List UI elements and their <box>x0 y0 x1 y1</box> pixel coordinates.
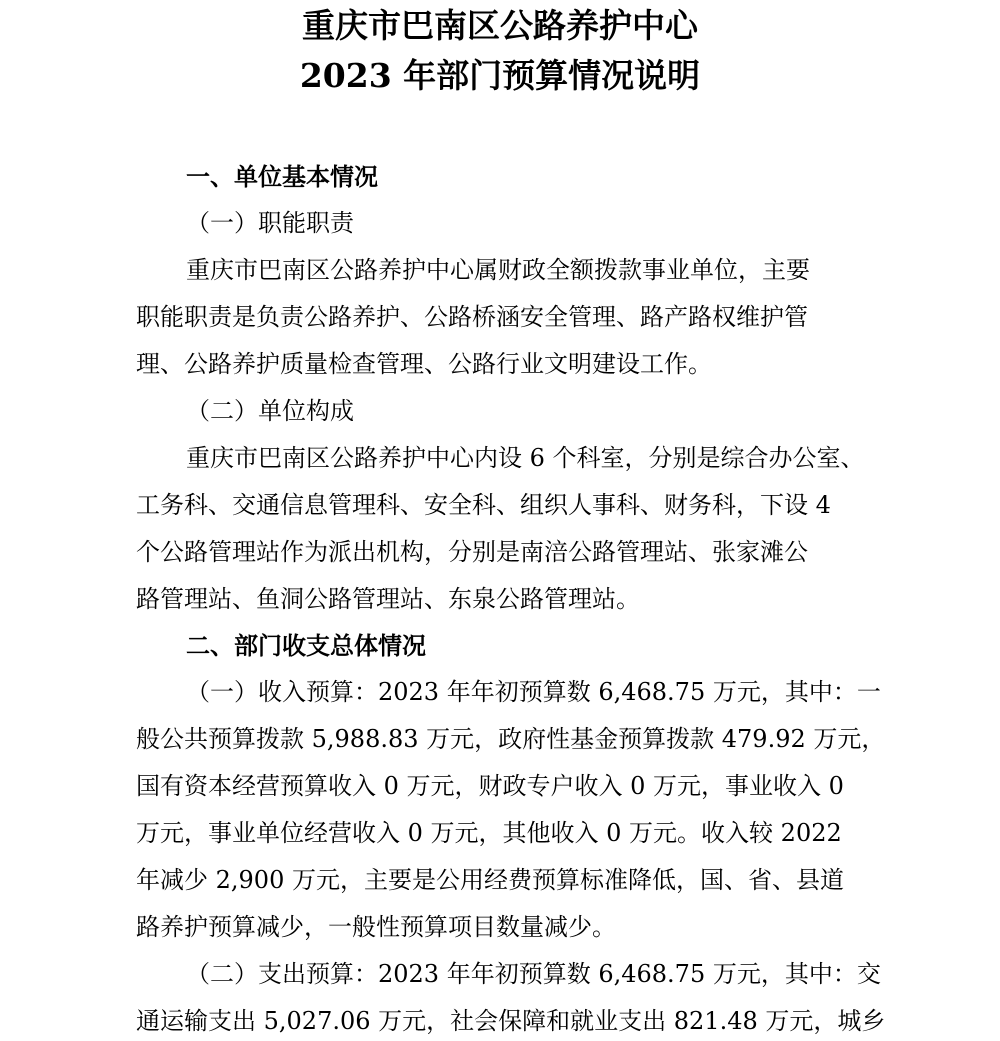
paragraph-line: 国有资本经营预算收入 0 万元，财政专户收入 0 万元，事业收入 0 <box>136 772 844 800</box>
paragraph-line: 路养护预算减少，一般性预算项目数量减少。 <box>136 913 616 941</box>
paragraph-line: 重庆市巴南区公路养护中心属财政全额拨款事业单位，主要 <box>186 256 810 284</box>
document-title-line2: 2023 年部门预算情况说明 <box>299 56 701 95</box>
paragraph-line: 年减少 2,900 万元，主要是公用经费预算标准降低，国、省、县道 <box>136 866 844 894</box>
section-heading-2: 二、部门收支总体情况 <box>186 632 426 660</box>
paragraph-line: 路管理站、鱼洞公路管理站、东泉公路管理站。 <box>136 585 640 613</box>
paragraph-line: 万元，事业单位经营收入 0 万元，其他收入 0 万元。收入较 2022 <box>136 819 842 847</box>
paragraph-line: （二）支出预算：2023 年年初预算数 6,468.75 万元，其中：交 <box>186 960 881 988</box>
paragraph-line: 理、公路养护质量检查管理、公路行业文明建设工作。 <box>136 350 712 378</box>
subsection-heading-1-1: （一）职能职责 <box>186 209 354 237</box>
paragraph-line: 通运输支出 5,027.06 万元，社会保障和就业支出 821.48 万元，城乡 <box>136 1007 886 1035</box>
section-heading-1: 一、单位基本情况 <box>186 163 378 191</box>
paragraph-line: 个公路管理站作为派出机构，分别是南涪公路管理站、张家滩公 <box>136 538 808 566</box>
paragraph-line: 重庆市巴南区公路养护中心内设 6 个科室，分别是综合办公室、 <box>186 444 865 472</box>
paragraph-line: 工务科、交通信息管理科、安全科、组织人事科、财务科，下设 4 <box>136 491 831 519</box>
paragraph-line: （一）收入预算：2023 年年初预算数 6,468.75 万元，其中：一 <box>186 678 881 706</box>
document-title-line1: 重庆市巴南区公路养护中心 <box>302 6 698 45</box>
paragraph-line: 职能职责是负责公路养护、公路桥涵安全管理、路产路权维护管 <box>136 303 808 331</box>
subsection-heading-1-2: （二）单位构成 <box>186 397 354 425</box>
paragraph-line: 般公共预算拨款 5,988.83 万元，政府性基金预算拨款 479.92 万元， <box>136 725 886 753</box>
